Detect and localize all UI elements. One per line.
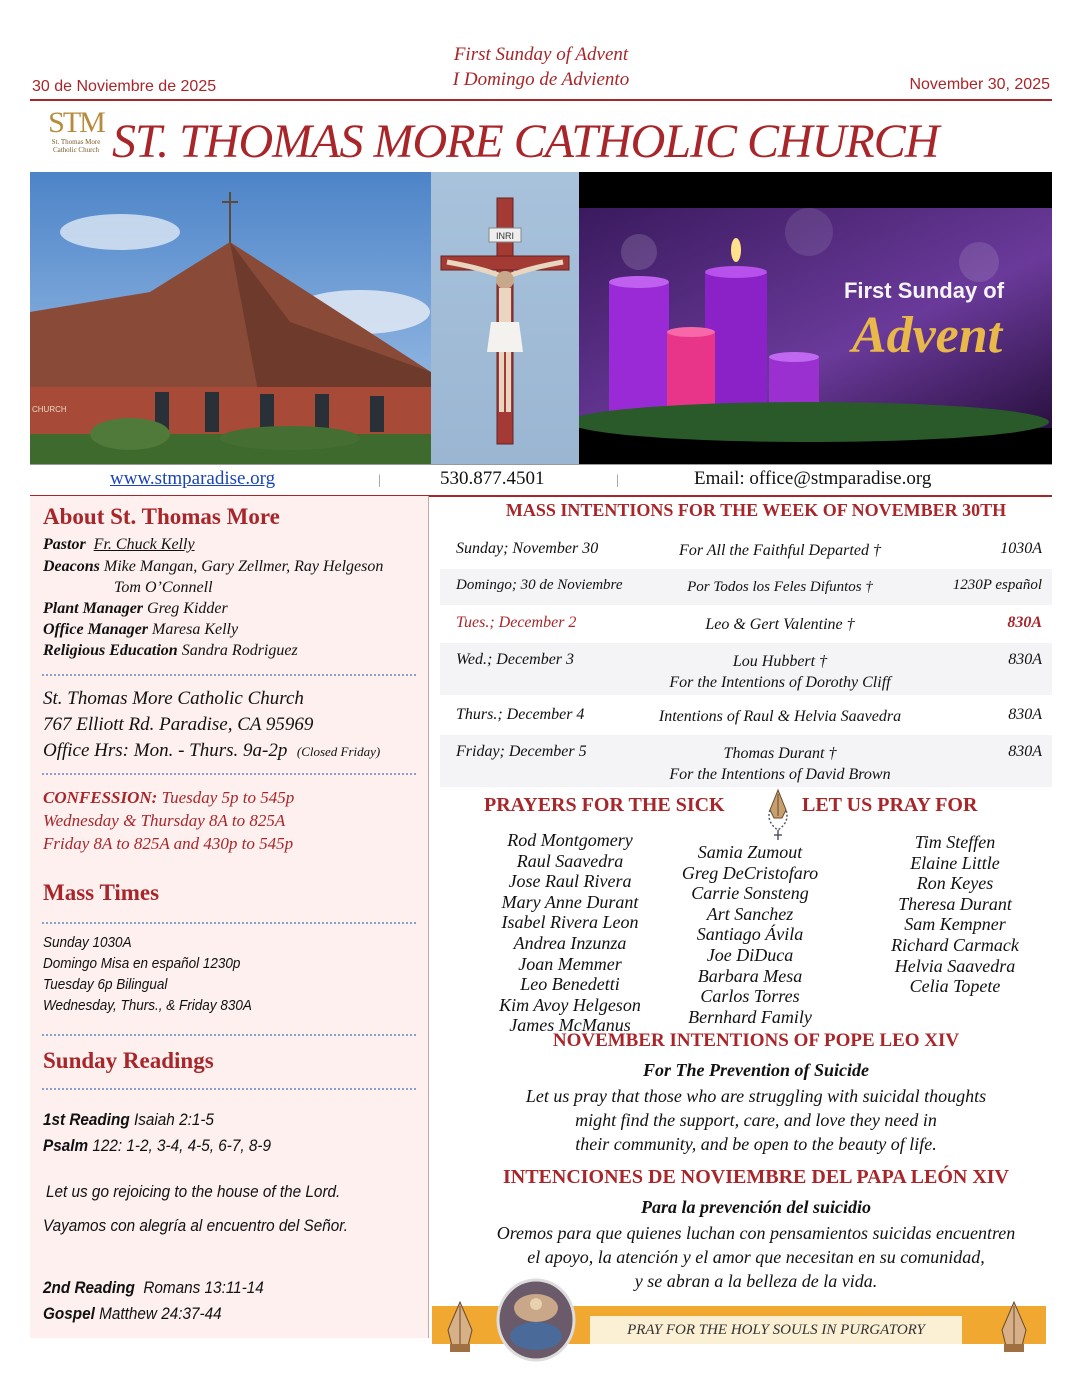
- prayer-name: Rod Montgomery: [507, 830, 633, 850]
- prayer-name: Samia Zumout: [697, 842, 803, 862]
- prayer-name: Richard Carmack: [891, 934, 1019, 955]
- mass-time-line: Tuesday 6p Bilingual: [43, 976, 168, 993]
- divider: [42, 1034, 416, 1036]
- mass-intention-row: [440, 643, 1052, 695]
- pope-intentions-text-en: [430, 1084, 1082, 1156]
- pope-text-line: Let us pray that those who are struggling with suicidal thoughts: [525, 1086, 987, 1106]
- logo-monogram: STM: [48, 106, 104, 139]
- confession-time1: Tuesday 5p to 545p: [161, 788, 295, 807]
- mass-intention-row: [440, 735, 1052, 787]
- email-address[interactable]: Email: office@stmparadise.org: [694, 468, 932, 489]
- prayer-name: Joe DiDuca: [706, 944, 794, 965]
- pope-text-line: Oremos para que quienes luchan con pensamientos suicidas encuentren: [496, 1223, 1016, 1243]
- religious-ed-line: [43, 642, 298, 660]
- intention-time: 830A: [1008, 743, 1042, 760]
- website-link[interactable]: www.stmparadise.org: [110, 468, 276, 489]
- intention-time: 1230P español: [952, 577, 1042, 593]
- prayer-name: Sam Kempner: [904, 914, 1006, 935]
- gospel: [43, 1304, 222, 1324]
- confession-label: CONFESSION:: [43, 788, 158, 807]
- address-line2: 767 Elliott Rd. Paradise, CA 95969: [43, 714, 314, 735]
- prayer-name: Bernhard Family: [688, 1006, 812, 1027]
- intention-text: For All the Faithful Departed †: [679, 542, 881, 559]
- phone-number: 530.877.4501: [440, 468, 545, 489]
- mass-intention-row: [440, 569, 1052, 605]
- logo-sub-line1: St. Thomas More: [51, 138, 101, 146]
- contact-separator: |: [378, 473, 381, 488]
- intention-day: Tues.; December 2: [456, 614, 577, 631]
- pope-text-line: might find the support, care, and love they need in: [575, 1110, 937, 1130]
- office-hours: [43, 740, 380, 762]
- office-hours-text: Office Hrs: Mon. - Thurs. 9a-2p: [43, 740, 288, 761]
- prayer-name: Jose Raul Rivera: [508, 871, 632, 892]
- deacons-line: [43, 558, 383, 576]
- contact-separator: |: [616, 473, 619, 488]
- mass-time-line: Domingo Misa en español 1230p: [43, 955, 241, 972]
- deacons-label: Deacons: [43, 558, 100, 575]
- prayer-name: Helvia Saavedra: [894, 955, 1016, 976]
- praying-hands-icon: [992, 1300, 1036, 1354]
- date-spanish: 30 de Noviembre de 2025: [32, 78, 217, 95]
- intention-line2: For the Intentions of David Brown: [669, 766, 891, 783]
- occasion-spanish: I Domingo de Adviento: [452, 69, 630, 90]
- prayer-name: Kim Avoy Helgeson: [499, 994, 641, 1015]
- psalm-response-english: Let us go rejoicing to the house of the Lord.: [46, 1182, 341, 1201]
- prayer-name: Santiago Ávila: [696, 924, 804, 945]
- intention-day: Wed.; December 3: [456, 651, 575, 668]
- advent-heading-line1: First Sunday of: [843, 278, 1005, 303]
- prayer-name: Mary Anne Durant: [501, 891, 639, 912]
- intention-day: Sunday; November 30: [456, 540, 599, 557]
- advent-candles-photo: [579, 172, 1052, 464]
- mass-intention-row: [440, 532, 1052, 568]
- pope-intentions-title-es: INTENCIONES DE NOVIEMBRE DEL PAPA LEÓN XIV: [502, 1166, 1009, 1188]
- prayer-name: Barbara Mesa: [697, 965, 803, 986]
- intention-time: 1030A: [1000, 540, 1042, 557]
- intention-line1: Lou Hubbert †: [732, 653, 828, 670]
- divider: [42, 773, 416, 775]
- holy-souls-medallion: [494, 1278, 578, 1362]
- confession-line2: Wednesday & Thursday 8A to 825A: [43, 811, 286, 830]
- intention-day: Friday; December 5: [456, 743, 587, 760]
- mass-intentions-title: MASS INTENTIONS FOR THE WEEK OF NOVEMBER 30TH: [505, 500, 1007, 520]
- divider: [42, 922, 416, 924]
- praying-hands-icon: [438, 1300, 482, 1354]
- mass-time-line: Wednesday, Thurs., & Friday 830A: [43, 997, 252, 1014]
- header-rule: [30, 99, 1052, 101]
- prayer-name: Ron Keyes: [916, 873, 994, 894]
- church-name: ST. THOMAS MORE CATHOLIC CHURCH: [112, 115, 939, 168]
- sunday-readings-title: Sunday Readings: [43, 1048, 214, 1073]
- intention-line1: Thomas Durant †: [723, 745, 837, 762]
- prayer-name: Carrie Sonsteng: [691, 883, 809, 904]
- prayer-names-column-2: [650, 842, 850, 1027]
- confession-line3: Friday 8A to 825A and 430p to 545p: [43, 834, 294, 853]
- photo-banner: [30, 172, 1052, 464]
- prayer-name: Raul Saavedra: [516, 850, 624, 871]
- office-manager-label: Office Manager: [43, 621, 149, 638]
- religious-ed-name: Sandra Rodriguez: [181, 642, 298, 659]
- intention-day: Domingo; 30 de Noviembre: [456, 577, 623, 593]
- logo-sub-line2: Catholic Church: [52, 146, 100, 154]
- pope-intentions-subtitle-en: For The Prevention of Suicide: [643, 1060, 869, 1080]
- office-manager-line: [43, 621, 238, 639]
- intention-text: Leo & Gert Valentine †: [705, 616, 855, 633]
- prayer-name: Isabel Rivera Leon: [501, 912, 639, 933]
- confession-line1: [43, 788, 294, 808]
- pope-text-line: their community, and be open to the beauty of life.: [575, 1134, 937, 1154]
- intention-text: Por Todos los Feles Difuntos †: [687, 579, 873, 595]
- psalm-label: Psalm: [43, 1136, 89, 1155]
- praying-hands-rosary-icon: [760, 786, 796, 842]
- about-title: About St. Thomas More: [43, 504, 280, 529]
- office-manager-name: Maresa Kelly: [152, 621, 239, 638]
- intention-text: Intentions of Raul & Helvia Saavedra: [658, 708, 902, 725]
- first-reading-label: 1st Reading: [43, 1110, 130, 1129]
- intention-text: [630, 651, 930, 693]
- second-reading-label: 2nd Reading: [43, 1278, 135, 1297]
- first-reading: [43, 1110, 214, 1130]
- let-us-pray-title: LET US PRAY FOR: [802, 794, 978, 816]
- prayer-name: Elaine Little: [910, 852, 1000, 873]
- prayer-name: James McManus: [509, 1015, 631, 1036]
- plant-manager-line: [43, 600, 228, 618]
- church-sign-text: CHURCH: [32, 405, 67, 414]
- intention-time: 830A: [1008, 651, 1042, 668]
- mass-intention-row: [440, 698, 1052, 734]
- address-line1: St. Thomas More Catholic Church: [43, 688, 304, 709]
- mass-intention-row: [440, 606, 1052, 642]
- intention-time: 830A: [1008, 706, 1042, 723]
- left-sidebar: [30, 496, 429, 1338]
- pastor-name: Fr. Chuck Kelly: [93, 536, 195, 553]
- prayer-name: Art Sanchez: [706, 903, 794, 924]
- pastor-line: [43, 536, 195, 554]
- advent-heading-line2: Advent: [851, 307, 1003, 364]
- crucifix-photo: [431, 172, 579, 464]
- first-reading-ref: Isaiah 2:1-5: [133, 1110, 214, 1129]
- church-building-photo: [30, 172, 431, 464]
- intention-line2: For the Intentions of Dorothy Cliff: [669, 674, 891, 691]
- gospel-ref: Matthew 24:37-44: [99, 1304, 222, 1323]
- intention-day: Thurs.; December 4: [456, 706, 585, 723]
- prayers-sick-title: PRAYERS FOR THE SICK: [484, 794, 725, 816]
- prayer-name: Carlos Torres: [700, 986, 800, 1007]
- psalm-ref: 122: 1-2, 3-4, 4-5, 6-7, 8-9: [92, 1136, 271, 1155]
- divider: [42, 674, 416, 676]
- plant-manager-name: Greg Kidder: [147, 600, 228, 617]
- religious-ed-label: Religious Education: [43, 642, 178, 659]
- prayer-name: Andrea Inzunza: [513, 932, 627, 953]
- office-hours-note: (Closed Friday): [296, 744, 381, 759]
- divider: [42, 1088, 416, 1090]
- pope-text-line: y se abran a la belleza de la vida.: [634, 1271, 878, 1291]
- pope-intentions-title-en: NOVEMBER INTENTIONS OF POPE LEO XIV: [552, 1030, 960, 1051]
- church-logo: [48, 108, 104, 160]
- second-reading-ref: Romans 13:11-14: [143, 1278, 264, 1297]
- psalm: [43, 1136, 271, 1156]
- gospel-label: Gospel: [43, 1304, 95, 1323]
- pope-text-line: el apoyo, la atención y el amor que necesitan en su comunidad,: [527, 1247, 985, 1267]
- prayer-name: Joan Memmer: [518, 953, 622, 974]
- occasion-english: First Sunday of Advent: [453, 44, 629, 65]
- prayer-name: Tim Steffen: [914, 832, 996, 852]
- prayer-name: Celia Topete: [909, 976, 1001, 997]
- prayer-name: Leo Benedetti: [520, 974, 620, 995]
- deacons-line2: Tom O’Connell: [114, 579, 213, 596]
- second-reading: [43, 1278, 264, 1298]
- deacons-names: Mike Mangan, Gary Zellmer, Ray Helgeson: [103, 558, 384, 575]
- contact-bar: [30, 464, 1052, 497]
- intention-text: [630, 743, 930, 785]
- pope-intentions-subtitle-es: Para la prevención del suicidio: [641, 1197, 871, 1217]
- date-english: November 30, 2025: [909, 76, 1050, 93]
- prayer-name: Theresa Durant: [898, 893, 1012, 914]
- inri-plaque: INRI: [496, 231, 514, 241]
- mass-times-title: Mass Times: [43, 880, 160, 905]
- purgatory-text: PRAY FOR THE HOLY SOULS IN PURGATORY: [590, 1316, 962, 1344]
- prayer-names-column-3: [860, 832, 1050, 997]
- psalm-response-spanish: Vayamos con alegría al encuentro del Señor.: [43, 1216, 349, 1235]
- plant-manager-label: Plant Manager: [43, 600, 144, 617]
- prayer-name: Greg DeCristofaro: [681, 862, 819, 883]
- mass-time-line: Sunday 1030A: [43, 934, 132, 951]
- intention-time: 830A: [1007, 614, 1042, 631]
- pastor-label: Pastor: [43, 536, 86, 553]
